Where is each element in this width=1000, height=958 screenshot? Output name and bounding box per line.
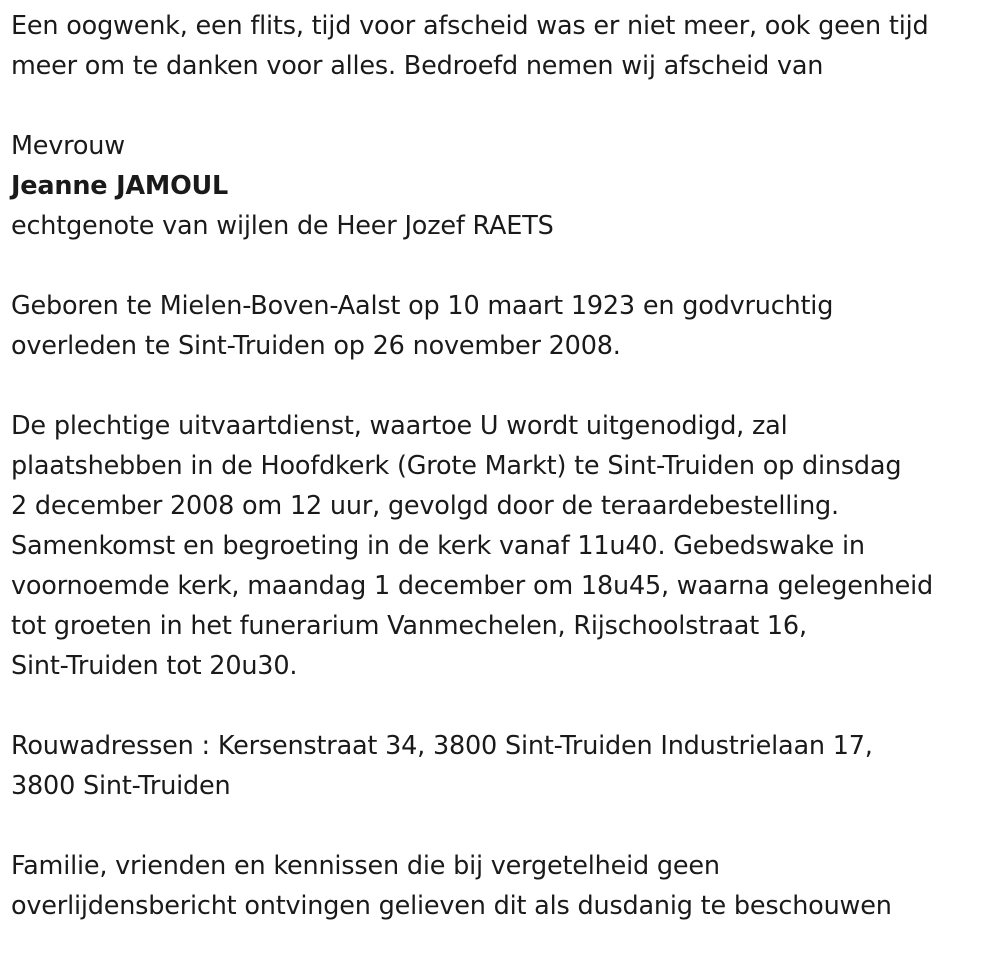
service-line-1: De plechtige uitvaartdienst, waartoe U wordt uitgenodigd, zal — [11, 411, 788, 441]
paragraph-spacer — [11, 366, 996, 406]
deceased-name: Jeanne JAMOUL — [11, 171, 229, 201]
closing-line-2: overlijdensbericht ontvingen gelieven dit als dusdanig te beschouwen — [11, 891, 892, 921]
addresses-paragraph — [11, 726, 996, 806]
birth-death-paragraph — [11, 286, 996, 366]
service-line-2: plaatshebben in de Hoofdkerk (Grote Markt) te Sint-Truiden op dinsdag — [11, 451, 902, 481]
service-line-3: 2 december 2008 om 12 uur, gevolgd door de teraardebestelling. — [11, 491, 839, 521]
birth-death-line-1: Geboren te Mielen-Boven-Aalst op 10 maart 1923 en godvruchtig — [11, 291, 834, 321]
closing-line-1: Familie, vrienden en kennissen die bij vergetelheid geen — [11, 851, 720, 881]
paragraph-spacer — [11, 86, 996, 126]
paragraph-spacer — [11, 686, 996, 726]
paragraph-spacer — [11, 246, 996, 286]
intro-line-2: meer om te danken voor alles. Bedroefd nemen wij afscheid van — [11, 51, 824, 81]
birth-death-line-2: overleden te Sint-Truiden op 26 november 2008. — [11, 331, 621, 361]
service-paragraph — [11, 406, 996, 686]
closing-paragraph — [11, 846, 996, 926]
intro-paragraph — [11, 6, 996, 86]
deceased-block — [11, 126, 996, 246]
salutation: Mevrouw — [11, 131, 125, 161]
intro-line-1: Een oogwenk, een flits, tijd voor afscheid was er niet meer, ook geen tijd — [11, 11, 929, 41]
paragraph-spacer — [11, 806, 996, 846]
service-line-7: Sint-Truiden tot 20u30. — [11, 651, 298, 681]
service-line-5: voornoemde kerk, maandag 1 december om 18u45, waarna gelegenheid — [11, 571, 934, 601]
spouse-line: echtgenote van wijlen de Heer Jozef RAETS — [11, 211, 554, 241]
addresses-line-2: 3800 Sint-Truiden — [11, 771, 231, 801]
obituary-text — [11, 6, 996, 926]
service-line-6: tot groeten in het funerarium Vanmechelen, Rijschoolstraat 16, — [11, 611, 807, 641]
service-line-4: Samenkomst en begroeting in de kerk vanaf 11u40. Gebedswake in — [11, 531, 865, 561]
addresses-line-1: Rouwadressen : Kersenstraat 34, 3800 Sint-Truiden Industrielaan 17, — [11, 731, 873, 761]
